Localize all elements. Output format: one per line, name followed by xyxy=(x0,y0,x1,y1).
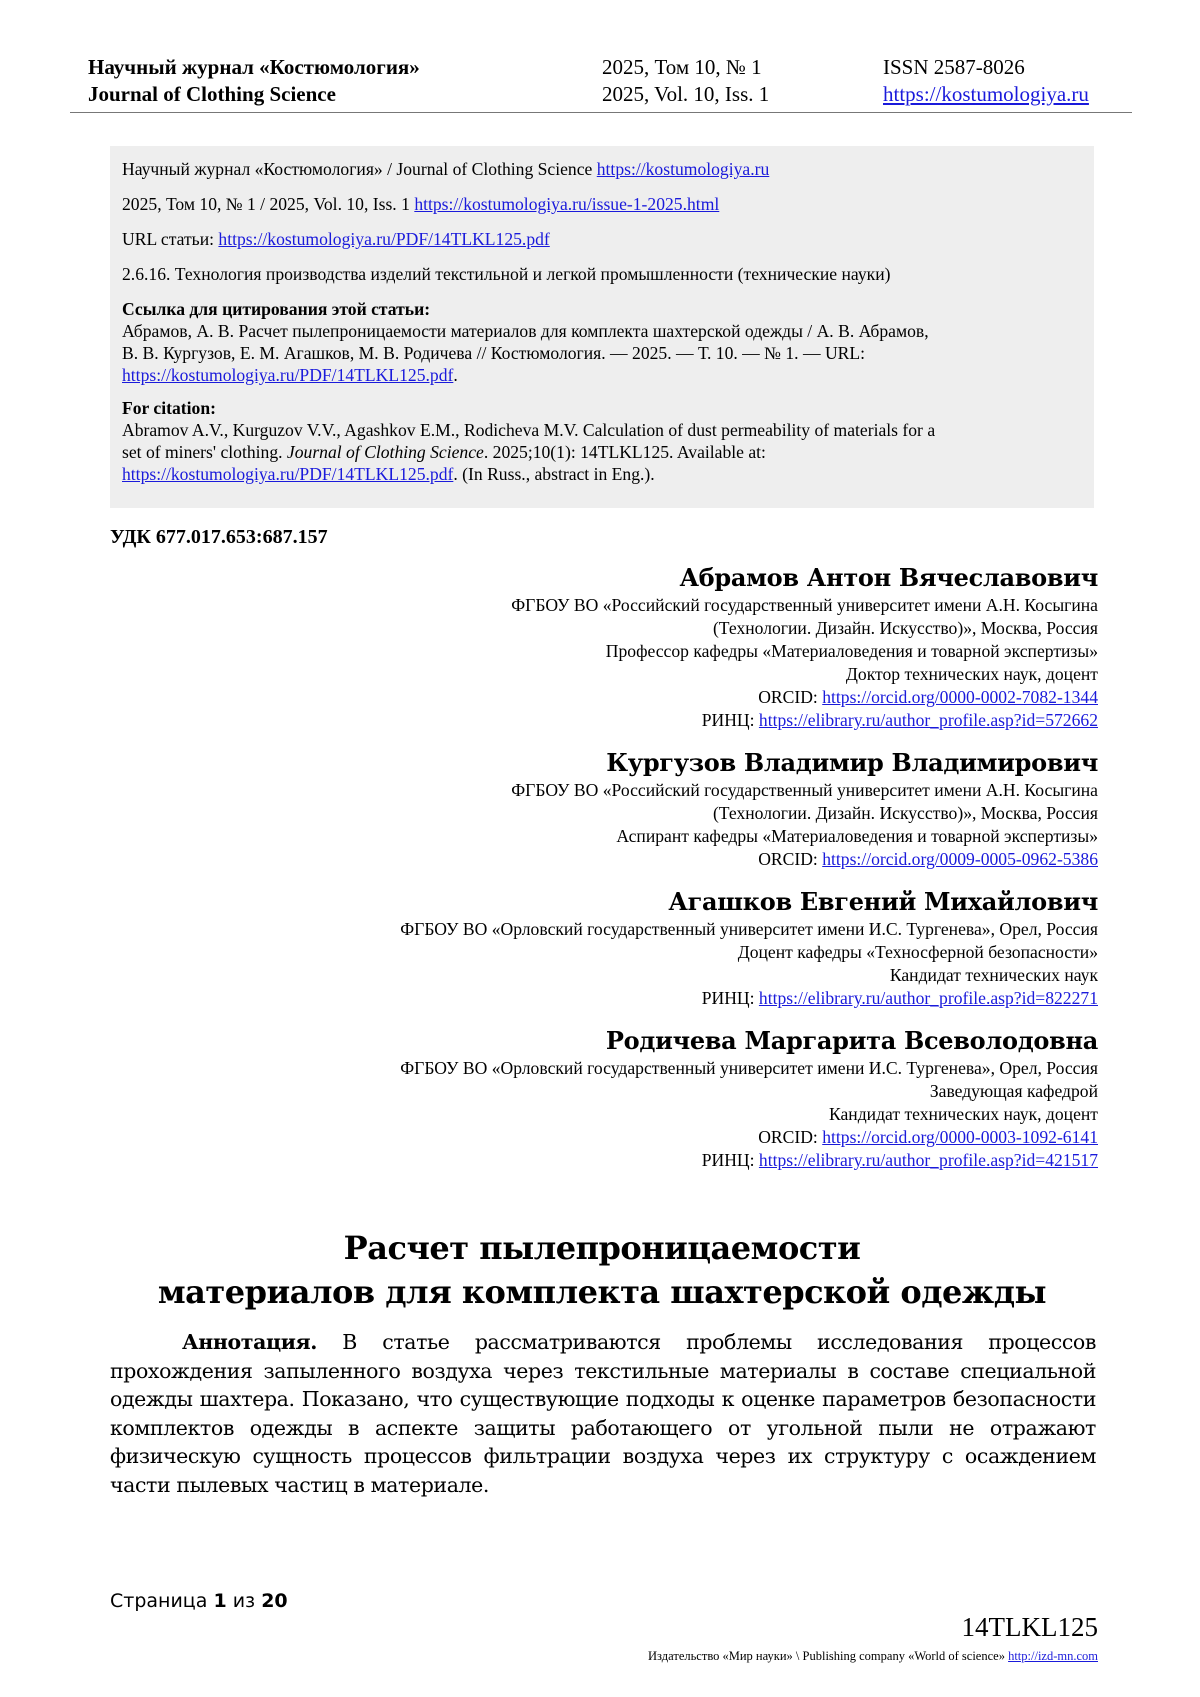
article-url-line xyxy=(122,228,1084,250)
journal-line-text: Научный журнал «Костюмология» / Journal of Clothing Science xyxy=(122,159,597,179)
udk-code: УДК 677.017.653:687.157 xyxy=(110,526,328,548)
citation-info-box xyxy=(110,146,1094,508)
abstract-text: В статье рассматриваются проблемы исследования процессов прохождения запыленного воздуха через текстильные материалы в составе специальной одежды шахтера. Показано, что существующие подходы к оценке параметров безопасности комплектов одежды в аспекте защиты работающего от угольной пыли не отражают физическую сущность процессов фильтрации воздуха через их структуру с осаждением части пылевых частиц в материале. xyxy=(110,1330,1096,1497)
issue-link[interactable]: https://kostumologiya.ru/issue-1-2025.html xyxy=(414,194,720,214)
page-total: 20 xyxy=(261,1590,288,1612)
citation-ru-heading: Ссылка для цитирования этой статьи: xyxy=(122,299,431,319)
rinc-label: РИНЦ: xyxy=(701,1150,759,1170)
author-1 xyxy=(138,562,1098,732)
publisher-line xyxy=(648,1649,1098,1664)
citation-en-l2b: . 2025;10(1): 14TLKL125. Available at: xyxy=(483,442,766,462)
citation-ru-line1: Абрамов, А. В. Расчет пылепроницаемости материалов для комплекта шахтерской одежды / А. В. Абрамов, xyxy=(122,321,929,341)
author-orcid xyxy=(138,1126,1098,1149)
author-name: Абрамов Антон Вячеславович xyxy=(679,563,1098,592)
header-divider xyxy=(70,112,1132,113)
author-orcid xyxy=(138,848,1098,871)
author-affiliation-cont: (Технологии. Дизайн. Искусство)», Москва, Россия xyxy=(712,618,1098,638)
journal-line xyxy=(122,158,1084,180)
specialty-line: 2.6.16. Технология производства изделий текстильной и легкой промышленности (технические науки) xyxy=(122,264,891,284)
citation-en-link[interactable]: https://kostumologiya.ru/PDF/14TLKL125.pdf xyxy=(122,464,454,484)
author-affiliation: ФГБОУ ВО «Российский государственный университет имени А.Н. Косыгина xyxy=(511,780,1098,800)
article-title-line1: Расчет пылепроницаемости xyxy=(343,1229,861,1267)
article-pdf-link[interactable]: https://kostumologiya.ru/PDF/14TLKL125.pdf xyxy=(218,229,550,249)
author-affiliation-cont: (Технологии. Дизайн. Искусство)», Москва, Россия xyxy=(712,803,1098,823)
journal-title xyxy=(88,54,420,108)
rinc-link[interactable]: https://elibrary.ru/author_profile.asp?id=822271 xyxy=(758,988,1098,1008)
citation-en-end: . (In Russ., abstract in Eng.). xyxy=(453,464,655,484)
page-current: 1 xyxy=(213,1590,227,1612)
author-rinc xyxy=(138,1149,1098,1172)
orcid-link[interactable]: https://orcid.org/0000-0003-1092-6141 xyxy=(822,1127,1098,1147)
authors-block xyxy=(138,562,1098,1187)
citation-en-l2a: set of miners' clothing. xyxy=(122,442,287,462)
rinc-link[interactable]: https://elibrary.ru/author_profile.asp?id=421517 xyxy=(758,1150,1098,1170)
author-position: Доцент кафедры «Техносферной безопасности» xyxy=(737,942,1098,962)
page-label: Страница xyxy=(110,1590,214,1612)
article-code: 14TLKL125 xyxy=(961,1612,1098,1642)
orcid-link[interactable]: https://orcid.org/0000-0002-7082-1344 xyxy=(822,687,1098,707)
issn: ISSN 2587-8026 xyxy=(883,55,1025,79)
author-degree: Доктор технических наук, доцент xyxy=(845,664,1098,684)
publisher-text: Издательство «Мир науки» \ Publishing company «World of science» xyxy=(648,1649,1009,1663)
author-position: Аспирант кафедры «Материаловедения и товарной экспертизы» xyxy=(616,826,1098,846)
issue-line-text: 2025, Том 10, № 1 / 2025, Vol. 10, Iss. 1 xyxy=(122,194,415,214)
citation-en-line1: Abramov A.V., Kurguzov V.V., Agashkov E.M., Rodicheva M.V. Calculation of dust permeability of materials for a xyxy=(122,420,936,440)
article-url-label: URL статьи: xyxy=(122,229,219,249)
author-affiliation: ФГБОУ ВО «Орловский государственный университет имени И.С. Тургенева», Орел, Россия xyxy=(400,1058,1098,1078)
citation-en-heading: For citation: xyxy=(122,398,216,418)
author-degree: Кандидат технических наук, доцент xyxy=(829,1104,1098,1124)
rinc-label: РИНЦ: xyxy=(701,988,759,1008)
issue-line xyxy=(122,193,1084,215)
author-affiliation: ФГБОУ ВО «Российский государственный университет имени А.Н. Косыгина xyxy=(511,595,1098,615)
author-rinc xyxy=(138,709,1098,732)
orcid-label: ORCID: xyxy=(758,1127,823,1147)
article-title-line2: материалов для комплекта шахтерской одежды xyxy=(157,1273,1047,1311)
page-of: из xyxy=(226,1590,262,1612)
citation-ru-line2: В. В. Кургузов, Е. М. Агашков, М. В. Родичева // Костюмология. — 2025. — Т. 10. — № 1. — URL: xyxy=(122,343,866,363)
journal-title-ru: Научный журнал «Костюмология» xyxy=(88,55,420,79)
publisher-link[interactable]: http://izd-mn.com xyxy=(1008,1649,1098,1663)
author-affiliation: ФГБОУ ВО «Орловский государственный университет имени И.С. Тургенева», Орел, Россия xyxy=(400,919,1098,939)
author-name: Родичева Маргарита Всеволодовна xyxy=(605,1026,1098,1055)
orcid-link[interactable]: https://orcid.org/0009-0005-0962-5386 xyxy=(822,849,1098,869)
abstract xyxy=(110,1328,1096,1499)
abstract-label: Аннотация. xyxy=(182,1330,317,1354)
citation-ru-link[interactable]: https://kostumologiya.ru/PDF/14TLKL125.pdf xyxy=(122,365,454,385)
author-4 xyxy=(138,1025,1098,1172)
orcid-label: ORCID: xyxy=(758,687,823,707)
orcid-label: ORCID: xyxy=(758,849,823,869)
rinc-link[interactable]: https://elibrary.ru/author_profile.asp?id=572662 xyxy=(758,710,1098,730)
author-orcid xyxy=(138,686,1098,709)
article-title xyxy=(110,1226,1094,1314)
author-position: Заведующая кафедрой xyxy=(929,1081,1098,1101)
page-number xyxy=(110,1590,288,1612)
author-rinc xyxy=(138,987,1098,1010)
journal-link[interactable]: https://kostumologiya.ru xyxy=(596,159,770,179)
citation-en xyxy=(122,397,1084,485)
citation-ru-end: . xyxy=(453,365,458,385)
author-degree: Кандидат технических наук xyxy=(889,965,1098,985)
author-3 xyxy=(138,886,1098,1010)
journal-title-en: Journal of Clothing Science xyxy=(88,82,336,106)
author-position: Профессор кафедры «Материаловедения и товарной экспертизы» xyxy=(605,641,1098,661)
issn-block xyxy=(883,54,1089,108)
citation-en-journal: Journal of Clothing Science xyxy=(286,442,484,462)
journal-url-link[interactable]: https://kostumologiya.ru xyxy=(883,82,1089,106)
rinc-label: РИНЦ: xyxy=(701,710,759,730)
issue-info xyxy=(602,54,769,108)
issue-en: 2025, Vol. 10, Iss. 1 xyxy=(602,82,770,106)
author-name: Кургузов Владимир Владимирович xyxy=(606,748,1098,777)
page-header xyxy=(88,54,1118,116)
citation-ru xyxy=(122,298,1084,386)
citation-en-line2 xyxy=(122,441,1084,463)
author-2 xyxy=(138,747,1098,871)
author-name: Агашков Евгений Михайлович xyxy=(668,887,1098,916)
issue-ru: 2025, Том 10, № 1 xyxy=(602,55,762,79)
